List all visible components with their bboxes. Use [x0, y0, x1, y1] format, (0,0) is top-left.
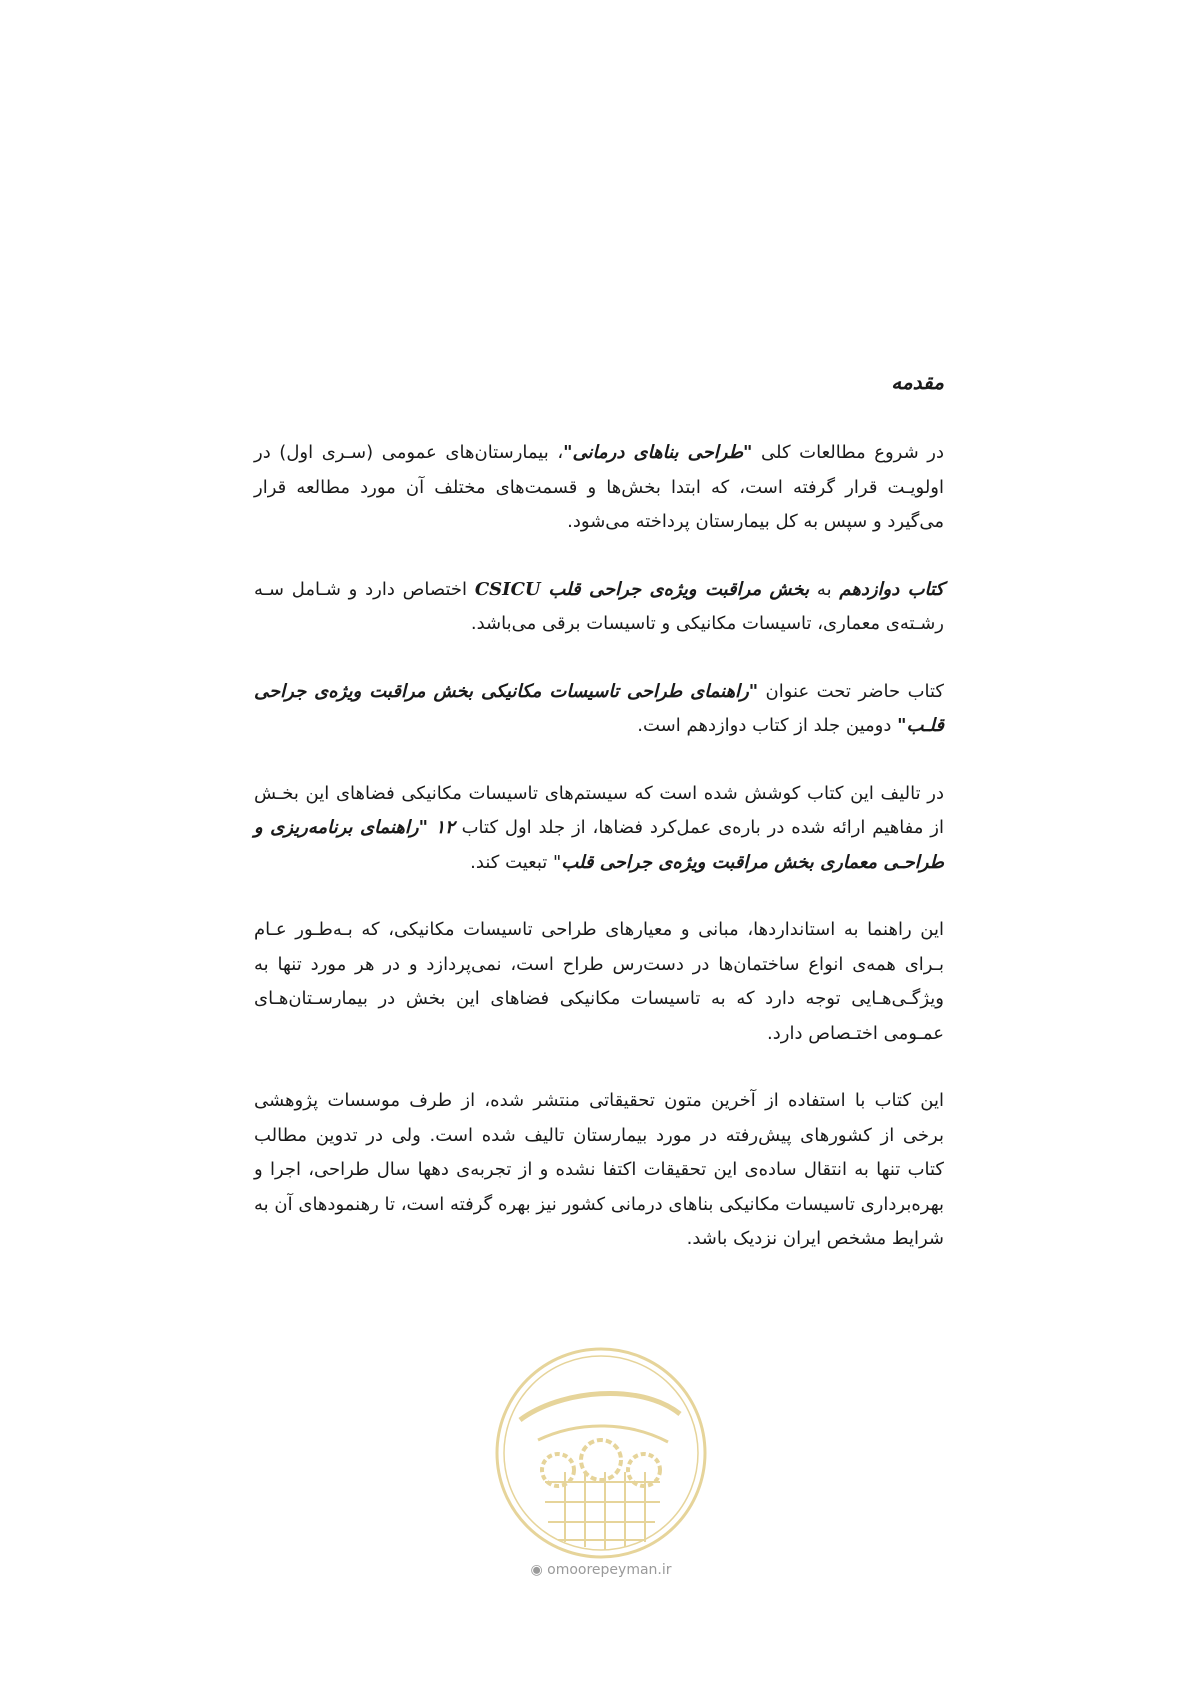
- p1-text-a: در شروع مطالعات کلی: [752, 442, 945, 463]
- p4-emphasis: ۱۲ "راهنمای برنامه‌ریزی و طراحـی معماری بخش مراقبت ویژه‌ی جراحی قلب: [254, 817, 944, 873]
- p2-emphasis-book: کتاب دوازدهم: [839, 578, 944, 600]
- paragraph-3: [254, 675, 944, 744]
- watermark-url-text: omoorepeyman.ir: [547, 1562, 672, 1578]
- p3-text-c: دومین جلد از کتاب دوازدهم است.: [637, 715, 898, 736]
- p4-text-a: در تالیف این کتاب کوشش شده است که سیستم‌های تاسیسات مکانیکی فضاهای این بخـش از مفاهیم ارائه شده در باره‌ی عمل‌کرد فضاها، از جلد اول کتاب: [254, 782, 944, 838]
- body-content: [254, 366, 944, 1290]
- p2-text-b: به: [809, 578, 840, 600]
- p3-text-a: کتاب حاضر تحت عنوان: [758, 680, 944, 702]
- paragraph-1: [254, 436, 944, 540]
- paragraph-4: [254, 777, 944, 881]
- p1-text-c: ، بیمارستان‌های عمومی (سـری اول) در اولویـت قرار گرفته است، که ابتدا بخش‌ها و قسمت‌های مختلف آن مورد مطالعه قرار می‌گیرد و سپس به کل بیمارستان پرداخته می‌شود.: [254, 442, 944, 532]
- section-heading: مقدمه: [891, 370, 944, 394]
- p2-text-e: اختصاص دارد و شـامل سـه رشـته‌ی معماری، تاسیسات مکانیکی و تاسیسات برقی می‌باشد.: [254, 578, 944, 634]
- watermark-logo: [490, 1342, 712, 1564]
- p4-text-c: " تبعیت کند.: [470, 851, 562, 873]
- p3-emphasis: "راهنمای طراحی تاسیسات مکانیکی بخش مراقبت ویژه‌ی جراحی قلـب": [254, 680, 944, 736]
- watermark-url: ◉ omoorepeyman.ir: [530, 1562, 672, 1578]
- p2-acronym: CSICU: [474, 578, 541, 600]
- paragraph-6: این کتاب با استفاده از آخرین متون تحقیقاتی منتشر شده، از طرف موسسات پژوهشی برخی از کشورهای پیش‌رفته در مورد بیمارستان تالیف شده است. ولی در تدوین مطالب کتاب تنها به انتقال ساده‌ی این تحقیقات اکتفا نشده و از تجربه‌ی دهها سال طراحی، اجرا و بهره‌برداری تاسیسات مکانیکی بناهای درمانی کشور نیز بهره گرفته است، تا رهنمودهای آن به شرایط مشخص ایران نزدیک باشد.: [254, 1090, 944, 1249]
- paragraph-5: این راهنما به استانداردها، مبانی و معیارهای طراحی تاسیسات مکانیکی، که بـه‌طـور عـام بـرای همه‌ی انواع ساختمان‌ها در دست‌رس طراح است، نمی‌پردازد و در هر مورد تنها به ویژگـی‌هـایی توجه دارد که به تاسیسات مکانیکی فضاهای این بخش در بیمارسـتان‌هـای عمـومی اختـصاص دارد.: [254, 919, 944, 1044]
- p1-emphasis: "طراحی بناهای درمانی": [563, 442, 753, 463]
- p2-emphasis-ward: بخش مراقبت ویژه‌ی جراحی قلب: [548, 578, 810, 600]
- paragraph-2: [254, 573, 944, 642]
